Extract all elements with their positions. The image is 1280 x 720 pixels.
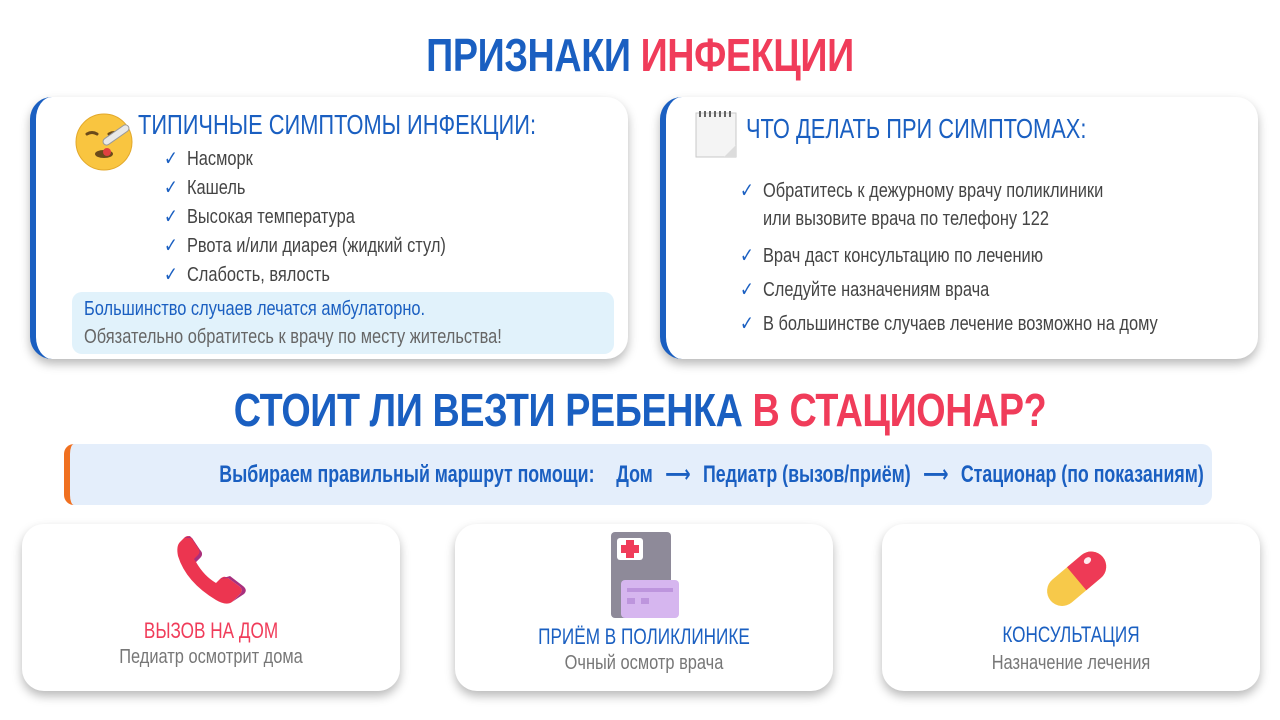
clinic-visit-card <box>455 524 833 691</box>
route-step-home: Дом <box>616 461 653 488</box>
list-item: ✓ Насморк <box>164 145 446 174</box>
todo-card <box>660 97 1258 359</box>
clinic-icon <box>607 532 681 618</box>
info-note <box>72 292 614 354</box>
list-item: ✓ Рвота и/или диарея (жидкий стул) <box>164 232 446 261</box>
consultation-card <box>882 524 1260 691</box>
check-icon: ✓ <box>740 180 754 202</box>
arrow-right-icon: ⟶ <box>923 461 949 488</box>
arrow-right-icon: ⟶ <box>665 461 691 488</box>
section-title <box>115 383 1165 437</box>
symptom-list <box>164 145 508 290</box>
todo-list <box>740 177 1249 343</box>
check-icon: ✓ <box>164 206 178 228</box>
list-item: ✓ Следуйте назначениям врача <box>740 275 1158 309</box>
note-line-1: Большинство случаев лечатся амбулаторно. <box>84 298 426 320</box>
note-line-2: Обязательно обратитесь к врачу по месту жительства! <box>84 326 502 348</box>
check-icon: ✓ <box>164 177 178 199</box>
route-step-hospital: Стационар (по показаниям) <box>960 461 1204 488</box>
title-part-blue: ПРИЗНАКИ <box>426 29 631 81</box>
check-icon: ✓ <box>740 245 754 267</box>
check-icon: ✓ <box>164 148 178 170</box>
clinic-visit-subtitle: Очный осмотр врача <box>564 652 724 674</box>
home-visit-card <box>22 524 400 691</box>
route-step-pediatrician: Педиатр (вызов/приём) <box>702 461 911 488</box>
todo-heading: ЧТО ДЕЛАТЬ ПРИ СИМПТОМАХ: <box>746 113 1087 144</box>
clinic-visit-title: ПРИЁМ В ПОЛИКЛИНИКЕ <box>538 624 750 649</box>
page-title <box>115 28 1165 82</box>
list-item: ✓ Обратитесь к дежурному врачу поликлиники или вызовите врача по телефону 122 <box>740 177 1158 241</box>
list-item: ✓ Высокая температура <box>164 203 446 232</box>
list-item: ✓ Кашель <box>164 174 446 203</box>
symptoms-heading: ТИПИЧНЫЕ СИМПТОМЫ ИНФЕКЦИИ: <box>138 109 537 140</box>
check-icon: ✓ <box>164 264 178 286</box>
route-text <box>219 460 1204 489</box>
title-part-blue: СТОИТ ЛИ ВЕЗТИ РЕБЕНКА <box>233 384 743 436</box>
consultation-title: КОНСУЛЬТАЦИЯ <box>1002 622 1140 647</box>
list-item: ✓ В большинстве случаев лечение возможно на дому <box>740 309 1158 343</box>
notepad-icon <box>694 109 740 159</box>
title-part-red: ИНФЕКЦИИ <box>640 29 854 81</box>
consultation-subtitle: Назначение лечения <box>991 652 1151 674</box>
home-visit-title: ВЫЗОВ НА ДОМ <box>143 618 279 643</box>
phone-icon <box>172 532 250 608</box>
title-part-red: В СТАЦИОНАР? <box>752 384 1047 436</box>
list-item: ✓ Врач даст консультацию по лечению <box>740 241 1158 275</box>
check-icon: ✓ <box>740 313 754 335</box>
list-item: ✓ Слабость, вялость <box>164 261 446 290</box>
home-visit-subtitle: Педиатр осмотрит дома <box>119 646 303 668</box>
route-label: Выбираем правильный маршрут помощи: <box>219 461 595 488</box>
face-with-thermometer-icon <box>74 112 136 172</box>
check-icon: ✓ <box>740 279 754 301</box>
pill-icon <box>1038 540 1114 616</box>
route-banner <box>64 444 1212 505</box>
symptoms-card <box>30 97 628 359</box>
check-icon: ✓ <box>164 235 178 257</box>
